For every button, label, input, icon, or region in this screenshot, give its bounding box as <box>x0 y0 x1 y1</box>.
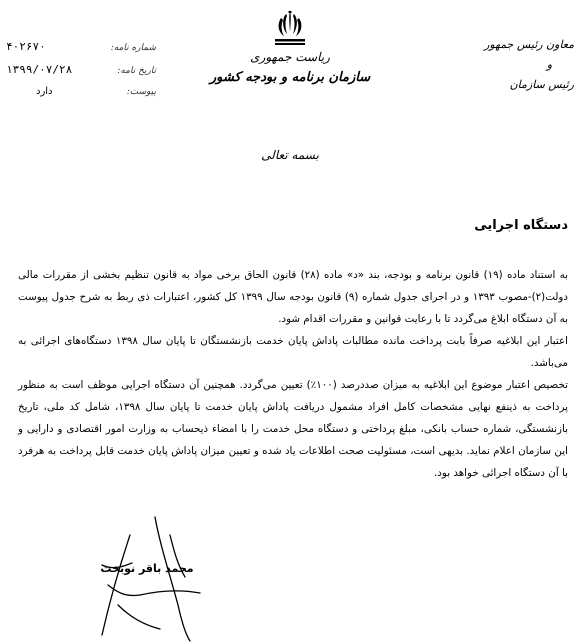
org-presidency-title: ریاست جمهوری <box>250 50 330 64</box>
date-value: ۱۳۹۹/۰۷/۲۸ <box>6 63 73 76</box>
signer-name: محمد باقر نوبخت <box>100 562 194 575</box>
date-label: تاریخ نامه: <box>117 66 156 76</box>
sender-title-line2: و <box>546 58 552 71</box>
sender-title-block <box>454 38 574 98</box>
iran-emblem-icon <box>275 8 305 46</box>
basmala: بسمه تعالی <box>261 148 319 162</box>
body-paragraph-1: به استناد ماده (۱۹) قانون برنامه و بودجه، بند «د» ماده (۲۸) قانون الحاق برخی مواد به قانون تنظیم بخشی از مقررات مالی دولت(۲)-مصوب ۱۳۹۳ و در اجرای جدول شماره (۹) قانون بودجه سال ۱۳۹۹ کل کشور، اعتبارات ذی ربط به شرح جدول پیوست به آن دستگاه ابلاغ می‌گردد تا با رعایت قوانین و مقررات اقدام شود. <box>18 269 568 325</box>
attachment-value: دارد <box>36 86 53 97</box>
sender-title-line1: معاون رئیس جمهور <box>484 38 574 51</box>
sender-title-line3: رئیس سازمان <box>509 78 574 91</box>
number-value: ۴۰۲۶۷۰ <box>6 40 46 53</box>
body-paragraph-2: اعتبار این ابلاغیه صرفاً بابت پرداخت مانده مطالبات پاداش پایان خدمت بازنشستگان تا پایان سال ۱۳۹۸ دستگاه‌های اجرائی به می‌باشد. <box>18 335 568 369</box>
attachment-label: پیوست: <box>126 87 156 97</box>
letter-body <box>18 264 568 484</box>
meta-row-number <box>6 40 156 63</box>
meta-row-attachment <box>6 86 156 109</box>
number-label: شماره نامه: <box>110 43 156 53</box>
meta-row-date <box>6 63 156 86</box>
letter-meta <box>6 40 156 109</box>
addressee: دستگاه اجرایی <box>474 218 568 233</box>
org-budget-title: سازمان برنامه و بودجه کشور <box>209 70 371 85</box>
body-paragraph-3: تخصیص اعتبار موضوع این ابلاغیه به میزان صددرصد (۱۰۰٪) تعیین می‌گردد. همچنین آن دستگاه اجرایی موظف است به منظور پرداخت به ذینفع نهایی مشخصات کامل افراد مشمول دریافت پاداش پایان خدمت تا پایان سال ۱۳۹۸، شامل کد ملی، تاریخ بازنشستگی، شماره حساب بانکی، مبلغ پرداختی و دستگاه محل خدمت را با امضاء ذیحساب به وزارت امور اقتصادی و دارایی و این سازمان اعلام نماید. بدیهی است، مسئولیت صحت اطلاعات یاد شده و تعیین میزان پاداش پایان خدمت قابل پرداخت به هرفرد با آن دستگاه اجرائی خواهد بود. <box>18 379 569 479</box>
